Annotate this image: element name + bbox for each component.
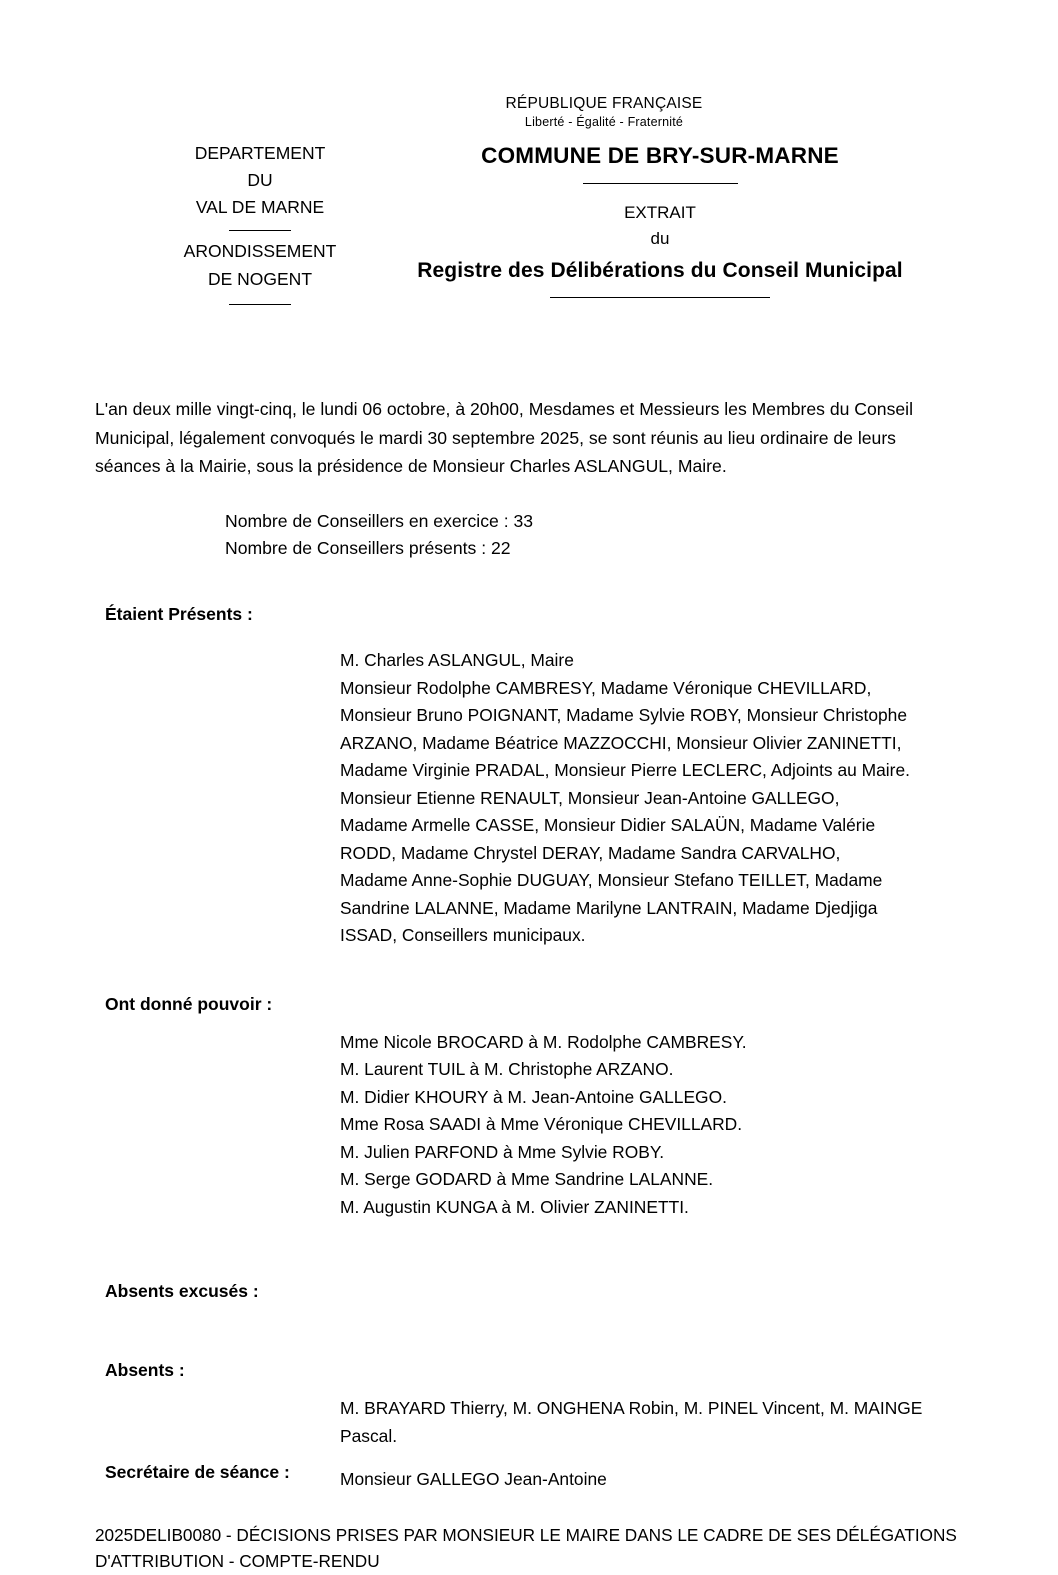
extrait-label: EXTRAIT (624, 203, 696, 222)
list-item: Madame Virginie PRADAL, Monsieur Pierre LECLERC, Adjoints au Maire. (340, 760, 910, 781)
deliberation-reference (95, 1523, 963, 1575)
intro-paragraph: L'an deux mille vingt-cinq, le lundi 06 octobre, à 20h00, Mesdames et Messieurs les Membres du Conseil Municipal, légalement convoqués le mardi 30 septembre 2025, se sont réunis au lieu ordinaire de leurs séances à la Mairie, sous la présidence de Monsieur Charles ASLANGUL, Maire. (95, 399, 913, 476)
reference-line-1: 2025DELIB0080 - DÉCISIONS PRISES PAR MONSIEUR LE MAIRE DANS LE CADRE DE SES DÉLÉGATIONS (95, 1525, 957, 1546)
section-absent-excused-label: Absents excusés : (105, 1281, 259, 1302)
list-item: M. Laurent TUIL à M. Christophe ARZANO. (340, 1059, 674, 1080)
list-item: Monsieur Bruno POIGNANT, Madame Sylvie ROBY, Monsieur Christophe (340, 705, 908, 726)
list-item: M. Serge GODARD à Mme Sandrine LALANNE. (340, 1169, 714, 1190)
section-proxies-label: Ont donné pouvoir : (105, 993, 273, 1014)
list-item: M. Julien PARFOND à Mme Sylvie ROBY. (340, 1141, 665, 1162)
department-label: DEPARTEMENT (194, 143, 326, 163)
section-absent-excused (95, 1281, 963, 1302)
registre-title: Registre des Délibérations du Conseil Municipal (417, 259, 903, 282)
count-in-office: Nombre de Conseillers en exercice : 33 (225, 510, 534, 531)
list-item: Mme Nicole BROCARD à M. Rodolphe CAMBRESY. (340, 1031, 747, 1052)
section-secretary-value: Monsieur GALLEGO Jean-Antoine (340, 1469, 607, 1490)
list-item: Madame Armelle CASSE, Monsieur Didier SALAÜN, Madame Valérie (340, 815, 876, 836)
list-item: ARZANO, Madame Béatrice MAZZOCCHI, Monsieur Olivier ZANINETTI, (340, 732, 902, 753)
list-item: M. Charles ASLANGUL, Maire (340, 650, 574, 671)
section-absent-label: Absents : (105, 1360, 185, 1381)
section-proxies-body (340, 1029, 963, 1222)
list-item: M. BRAYARD Thierry, M. ONGHENA Robin, M. PINEL Vincent, M. MAINGE (340, 1398, 923, 1419)
arrondissement-label: ARONDISSEMENT (183, 241, 337, 262)
section-presents-body (340, 647, 963, 950)
department-du: DU (247, 170, 273, 191)
list-item: Sandrine LALANNE, Madame Marilyne LANTRAIN, Madame Djedjiga (340, 897, 878, 918)
count-present: Nombre de Conseillers présents : 22 (225, 537, 511, 558)
section-proxies (95, 994, 963, 1222)
commune-title: COMMUNE DE BRY-SUR-MARNE (481, 143, 839, 168)
republic-title: RÉPUBLIQUE FRANÇAISE (505, 95, 703, 112)
divider-rule (229, 304, 291, 305)
section-absent (95, 1360, 963, 1450)
section-presents-label: Étaient Présents : (105, 604, 253, 625)
list-item: Monsieur Rodolphe CAMBRESY, Madame Véronique CHEVILLARD, (340, 677, 872, 698)
section-secretary-label: Secrétaire de séance : (105, 1462, 290, 1483)
list-item: M. Augustin KUNGA à M. Olivier ZANINETTI. (340, 1196, 689, 1217)
divider-rule (229, 230, 291, 231)
list-item: Pascal. (340, 1425, 398, 1446)
section-presents (95, 604, 963, 950)
list-item: Madame Anne-Sophie DUGUAY, Monsieur Stefano TEILLET, Madame (340, 870, 883, 891)
document-header (95, 95, 963, 340)
commune-block (360, 143, 960, 298)
list-item: Monsieur Etienne RENAULT, Monsieur Jean-Antoine GALLEGO, (340, 787, 840, 808)
list-item: M. Didier KHOURY à M. Jean-Antoine GALLEGO. (340, 1086, 727, 1107)
divider-rule (550, 297, 770, 298)
section-absent-body (340, 1395, 963, 1450)
arrondissement-name: DE NOGENT (207, 268, 313, 289)
reference-line-2: D'ATTRIBUTION - COMPTE-RENDU (95, 1550, 380, 1571)
divider-rule (583, 183, 738, 184)
section-secretary (95, 1462, 963, 1490)
list-item: ISSAD, Conseillers municipaux. (340, 925, 586, 946)
list-item: RODD, Madame Chrystel DERAY, Madame Sandra CARVALHO, (340, 842, 841, 863)
list-item: Mme Rosa SAADI à Mme Véronique CHEVILLARD. (340, 1114, 743, 1135)
council-counts (225, 508, 963, 563)
extrait-du: du (650, 228, 670, 248)
department-name: VAL DE MARNE (195, 197, 325, 218)
republic-motto: Liberté - Égalité - Fraternité (524, 115, 684, 129)
